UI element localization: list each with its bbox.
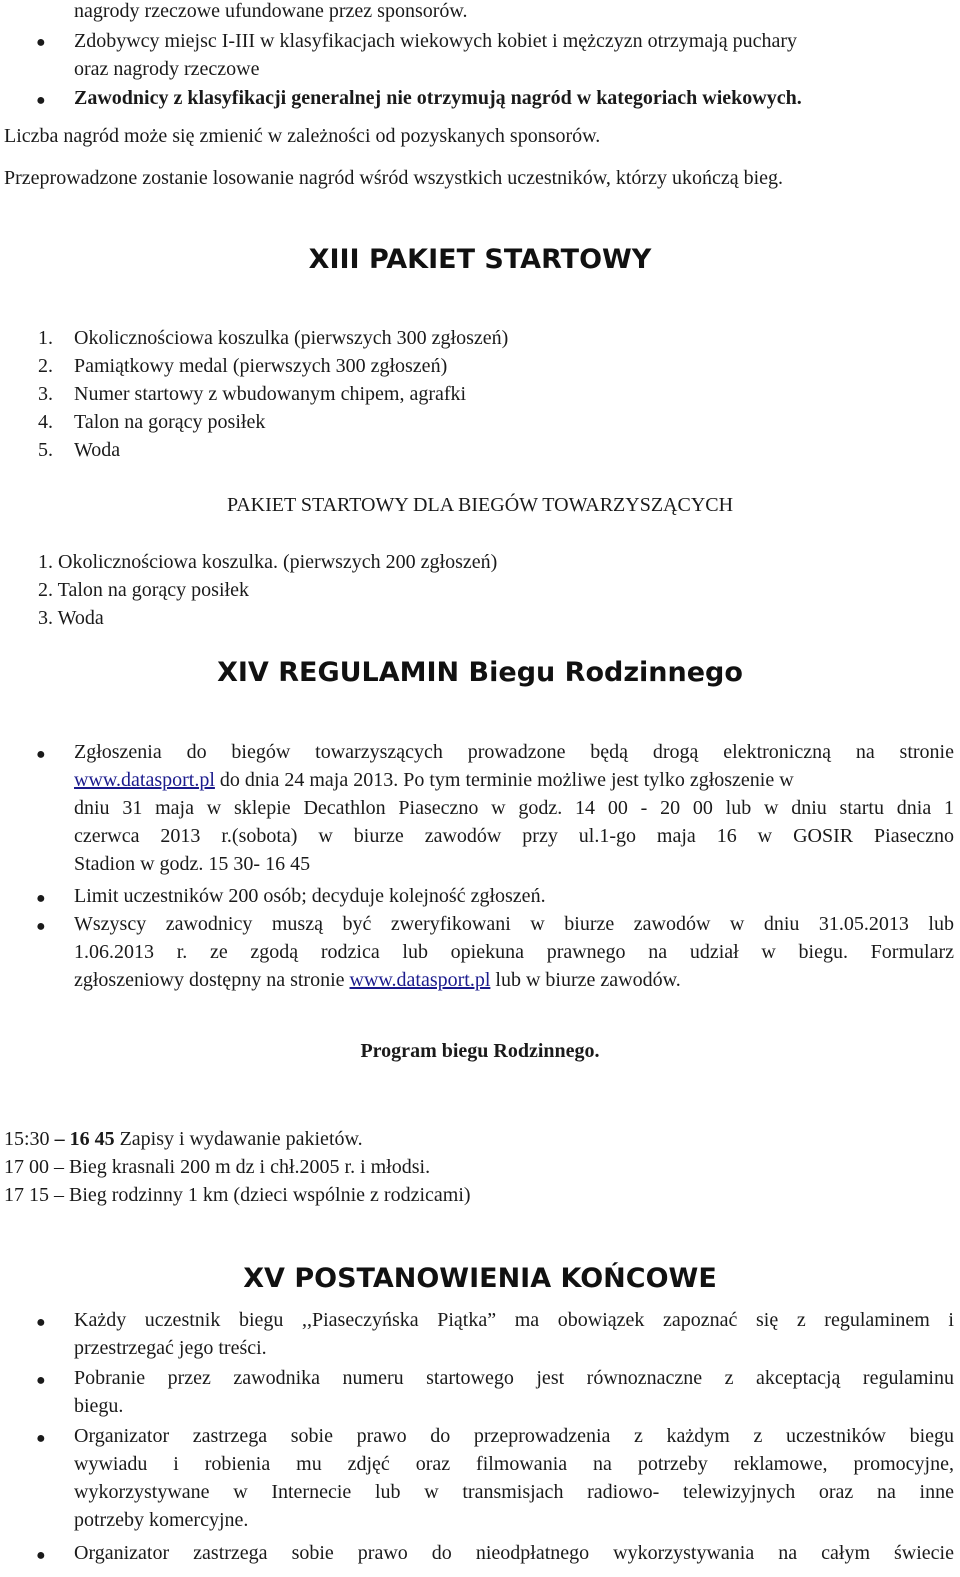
packet-item-num: 4. [38,411,53,433]
final-rule4-line1: Organizator zastrzega sobie prawo do nieodpłatnego wykorzystywania na całym świecie [74,1542,954,1564]
final-rule3-line3: wykorzystywane w Internecie lub w transmisjach radiowo- telewizyjnych oraz na inne [74,1481,954,1503]
packet-item-text: Pamiątkowy medal (pierwszych 300 zgłoszeń) [74,355,448,377]
program-row: 17 15 – Bieg rodzinny 1 km (dzieci wspólnie z rodzicami) [4,1184,471,1206]
bullet-icon: ● [36,1547,46,1564]
final-rule2-line2: biegu. [74,1395,124,1417]
packet-item-num: 5. [38,439,53,461]
bullet-icon: ● [36,746,46,763]
verification-line1: Wszyscy zawodnicy muszą być zweryfikowani w biurze zawodów w dniu 31.05.2013 lub [74,913,954,935]
registration-line1: Zgłoszenia do biegów towarzyszących prowadzone będą drogą elektroniczną na stronie [74,741,954,763]
registration-line4: czerwca 2013 r.(sobota) w biurze zawodów przy ul.1-go maja 16 w GOSIR Piaseczno [74,825,954,847]
prize-draw-note: Przeprowadzone zostanie losowanie nagród wśród wszystkich uczestników, którzy ukończą bieg. [4,167,784,189]
final-rule1-line2: przestrzegać jego treści. [74,1337,267,1359]
packet-item-text: Okolicznościowa koszulka (pierwszych 300 zgłoszeń) [74,327,509,349]
verification-line3 [74,969,954,992]
final-rule3-line2: wywiadu i robienia mu zdjęć oraz filmowania na potrzeby reklamowe, promocyjne, [74,1453,954,1475]
program-time: 15:30 [4,1128,55,1150]
registration-line2-text: do dnia 24 maja 2013. Po tym terminie możliwe jest tylko zgłoszenie w [214,769,794,791]
sub-heading-companion-packet: PAKIET STARTOWY DLA BIEGÓW TOWARZYSZĄCYCH [226,494,734,516]
companion-item: 3. Woda [38,607,104,629]
bullet-icon: ● [36,1430,46,1447]
prize-general-note: Zawodnicy z klasyfikacji generalnej nie otrzymują nagród w kategoriach wiekowych. [74,87,802,109]
final-rule1-line1: Każdy uczestnik biegu ,,Piaseczyńska Piątka” ma obowiązek zapoznać się z regulaminem i [74,1309,954,1331]
prize-cups-line1: Zdobywcy miejsc I-III w klasyfikacjach wiekowych kobiet i mężczyzn otrzymają puchary [74,30,798,52]
participant-limit: Limit uczestników 200 osób; decyduje kolejność zgłoszeń. [74,885,546,907]
verification-line3-pre: zgłoszeniowy dostępny na stronie [74,969,350,991]
final-rule3-line1: Organizator zastrzega sobie prawo do przeprowadzenia z każdym z uczestników biegu [74,1425,954,1447]
bullet-icon: ● [36,918,46,935]
program-row: 17 00 – Bieg krasnali 200 m dz i chł.2005 r. i młodsi. [4,1156,431,1178]
program-row [4,1128,363,1151]
packet-item-text: Numer startowy z wbudowanym chipem, agrafki [74,383,467,405]
registration-line2 [74,769,954,792]
verification-line3-post: lub w biurze zawodów. [490,969,681,991]
program-heading: Program biegu Rodzinnego. [360,1040,600,1062]
section-heading-packet: XIII PAKIET STARTOWY [308,244,652,275]
bullet-icon: ● [36,890,46,907]
final-rule3-line4: potrzeby komercyjne. [74,1509,249,1531]
prize-cups-line2: oraz nagrody rzeczowe [74,58,260,80]
bullet-icon: ● [36,92,46,109]
bullet-icon: ● [36,1314,46,1331]
prizes-continuation: nagrody rzeczowe ufundowane przez sponsorów. [74,0,468,22]
program-activity: Zapisy i wydawanie pakietów. [114,1128,363,1150]
registration-line5: Stadion w godz. 15 30- 16 45 [74,853,311,875]
packet-item-num: 2. [38,355,53,377]
companion-item: 2. Talon na gorący posiłek [38,579,249,601]
datasport-link[interactable]: www.datasport.pl [74,769,215,791]
verification-line2: 1.06.2013 r. ze zgodą rodzica lub opiekuna prawnego na udział w biegu. Formularz [74,941,954,963]
packet-item-num: 3. [38,383,53,405]
section-heading-family-rules: XIV REGULAMIN Biegu Rodzinnego [217,657,743,688]
prize-sponsor-note: Liczba nagród może się zmienić w zależności od pozyskanych sponsorów. [4,125,601,147]
program-time-bold: – 16 45 [54,1128,115,1150]
section-heading-final: XV POSTANOWIENIA KOŃCOWE [243,1263,717,1294]
packet-item-text: Woda [74,439,121,461]
bullet-icon: ● [36,34,46,51]
final-rule2-line1: Pobranie przez zawodnika numeru startowego jest równoznaczne z akceptacją regulaminu [74,1367,954,1389]
packet-item-num: 1. [38,327,53,349]
registration-line3: dniu 31 maja w sklepie Decathlon Piaseczno w godz. 14 00 - 20 00 lub w dniu startu dnia 1 [74,797,954,819]
packet-item-text: Talon na gorący posiłek [74,411,266,433]
bullet-icon: ● [36,1372,46,1389]
datasport-link[interactable]: www.datasport.pl [349,969,491,991]
companion-item: 1. Okolicznościowa koszulka. (pierwszych 200 zgłoszeń) [38,551,498,573]
